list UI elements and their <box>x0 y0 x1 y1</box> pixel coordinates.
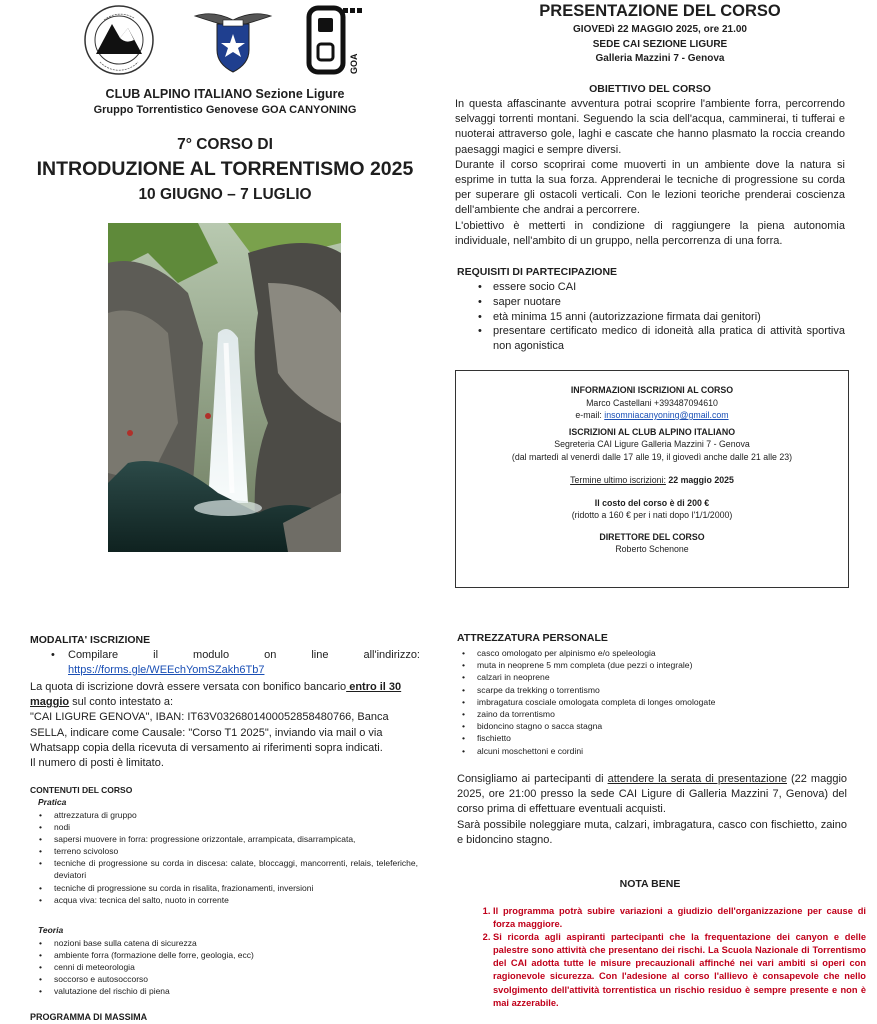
list-item: • zaino da torrentismo <box>459 708 849 720</box>
info-heading: INFORMAZIONI ISCRIZIONI AL CORSO <box>570 385 734 395</box>
bank-details: "CAI LIGURE GENOVA", IBAN: IT63V0326801400052858480766, Banca SELLA, indicare come Causale: "Corso T1 2025", inviando via mail o via Whatsapp copia della ricevuta di versamento ai riferimenti sopra indicati. <box>30 711 389 754</box>
info-box <box>455 370 849 588</box>
list-item: • età minima 15 anni (autorizzazione firmata dai genitori) <box>475 310 845 325</box>
goa-logo-text: GOA <box>349 53 359 74</box>
list-item: • essere socio CAI <box>475 280 845 295</box>
list-item: • valutazione del rischio di piena <box>36 985 418 997</box>
cai-heading: ISCRIZIONI AL CLUB ALPINO ITALIANO <box>568 426 736 437</box>
course-dates: 10 GIUGNO – 7 LUGLIO <box>138 186 312 203</box>
equipment-list <box>459 647 849 757</box>
practice-label: Pratica <box>38 797 67 807</box>
scuola-torrentismo-logo <box>82 4 156 76</box>
requirements-list <box>475 280 845 354</box>
advice-underlined: attendere la serata di presentazione <box>607 773 787 785</box>
list-item: • bidoncino stagno o sacca stagna <box>459 720 849 732</box>
goa-canyoning-logo <box>305 4 367 76</box>
list-item: • scarpe da trekking o torrentismo <box>459 684 849 696</box>
list-item: • muta in neoprene 5 mm completa (due pezzi o integrale) <box>459 659 849 671</box>
practice-list <box>36 809 418 906</box>
enrollment-bullet: • Compilare il modulo on line all'indirizzo: https://forms.gle/WEEchYomSZakh6Tb7 <box>51 649 420 676</box>
list-item: • presentare certificato medico di idoneità alla pratica di attività sportiva non agonistica <box>475 324 845 354</box>
note-item: 1. Il programma potrà subire variazioni a giudizio dell'organizzazione per cause di forza maggiore. <box>493 905 866 931</box>
objective-paragraph-3: L'obiettivo è metterti in condizione di raggiungere la piena autonomia individuale, nell'ambito di un gruppo, nella percorrenza di una forra. <box>455 219 845 247</box>
course-cost-reduced: (ridotto a 160 € per i nati dopo l'1/1/2000) <box>571 510 733 520</box>
list-item: • alcuni moschettoni e cordini <box>459 745 849 757</box>
email-link[interactable]: insomniacanyoning@gmail.com <box>604 410 729 420</box>
club-title: CLUB ALPINO ITALIANO Sezione Ligure <box>105 87 345 101</box>
cai-hours: (dal martedì al venerdì dalle 17 alle 19, il giovedì anche dalle 21 alle 23) <box>511 451 793 462</box>
deadline-date: 22 maggio 2025 <box>665 475 734 485</box>
payment-info <box>30 680 422 710</box>
list-item: • terreno scivoloso <box>36 845 418 857</box>
presentation-title: PRESENTAZIONE DEL CORSO <box>539 2 781 20</box>
list-item: • cenni di meteorologia <box>36 961 418 973</box>
note-item: 2. Si ricorda agli aspiranti partecipanti che la frequentazione dei canyon e delle palestre sono attività che presentano dei rischi. La Scuola Nazionale di Torrentismo del CAI adotta tutte le misure precauzionali affinché nei vari ambiti si operi con ragionevole sicurezza. Con l'adesione al corso l'allievo è consapevole che nello svolgimento dell'attività torrentistica un rischio residuo è sempre presente e non è mai azzerabile. <box>493 931 866 1010</box>
cai-logo <box>193 6 273 74</box>
payment-text-end: sul conto intestato a: <box>69 696 174 709</box>
list-item: • sapersi muovere in forra: progressione orizzontale, arrampicata, disarrampicata, <box>36 833 418 845</box>
course-title: INTRODUZIONE AL TORRENTISMO 2025 <box>36 158 414 180</box>
objective-paragraph-2: Durante il corso scoprirai come muoverti in un ambiente dove la natura si esprime in tutta la sua forza. Apprenderai le tecniche di progressione su corda per superare gli ostacoli verticali. Con le lezioni teoriche prenderai coscienza dell'ambiente che andrai a percorrere. <box>455 158 845 217</box>
objective-text <box>455 97 845 249</box>
objective-paragraph-1: In questa affascinante avventura potrai scoprire l'ambiente forra, percorrendo selvaggi torrenti montani. Seguendo la scia dell'acqua, camminerai, ti tufferai e nuoterai attraverso gole, laghi e cascate che hanno plasmato la roccia creando paesaggi magici e sempre diversi. <box>455 98 845 156</box>
places-limited: Il numero di posti è limitato. <box>30 757 164 770</box>
equipment-advice <box>457 772 847 848</box>
contents-heading: CONTENUTI DEL CORSO <box>30 785 133 795</box>
advice-text-end: (22 maggio 2025, ore 21:00 presso la sede CAI Ligure di Galleria Mazzini 7, Genova) del corso prima di effettuare eventuali acquisti. <box>457 773 848 816</box>
list-item: • tecniche di progressione su corda in discesa: calate, bloccaggi, mancorrenti, relais, teleferiche, deviatori <box>36 857 418 881</box>
enrollment-bullet-text: Compilare il modulo on line all'indirizzo: <box>68 649 420 661</box>
payment-deadline: entro il 30 maggio <box>30 681 402 709</box>
course-number: 7° CORSO DI <box>177 136 273 153</box>
list-item: • soccorso e autosoccorso <box>36 973 418 985</box>
program-heading: PROGRAMMA DI MASSIMA <box>30 1012 148 1022</box>
director-heading: DIRETTORE DEL CORSO <box>599 531 705 542</box>
list-item: • imbragatura cosciale omologata completa di longes omologate <box>459 696 849 708</box>
deadline-line <box>456 474 848 487</box>
presentation-address: Galleria Mazzini 7 - Genova <box>595 53 725 64</box>
group-title: Gruppo Torrentistico Genovese GOA CANYONING <box>93 104 357 116</box>
presentation-place: SEDE CAI SEZIONE LIGURE <box>592 39 728 50</box>
cai-office: Segreteria CAI Ligure Galleria Mazzini 7 - Genova <box>554 439 750 449</box>
info-contact: Marco Castellani +393487094610 <box>586 397 718 408</box>
notes-list <box>475 905 866 1010</box>
objective-heading: OBIETTIVO DEL CORSO <box>589 83 711 95</box>
list-item: • ambiente forra (formazione delle forre, geologia, ecc) <box>36 949 418 961</box>
email-label: e-mail: <box>575 410 605 420</box>
list-item: • tecniche di progressione su corda in risalita, frazionamenti, inversioni <box>36 882 418 894</box>
theory-list <box>36 937 418 997</box>
enrollment-text <box>30 680 422 771</box>
payment-text: La quota di iscrizione dovrà essere versata con bonifico bancario <box>30 681 347 693</box>
list-item: • fischietto <box>459 732 849 744</box>
form-link[interactable]: https://forms.gle/WEEchYomSZakh6Tb7 <box>68 664 265 676</box>
advice-paragraph <box>457 772 847 818</box>
presentation-date: GIOVEDì 22 MAGGIO 2025, ore 21.00 <box>573 24 747 35</box>
info-email-line <box>456 409 848 422</box>
advice-text: Consigliamo ai partecipanti di <box>457 773 608 785</box>
list-item: • saper nuotare <box>475 295 845 310</box>
director-name: Roberto Schenone <box>615 544 689 554</box>
canyon-waterfall-photo <box>108 223 341 552</box>
list-item: • attrezzatura di gruppo <box>36 809 418 821</box>
requirements-heading: REQUISITI DI PARTECIPAZIONE <box>457 266 618 278</box>
rental-info: Sarà possibile noleggiare muta, calzari, imbragatura, casco con fischietto, zaino e bidoncino stagno. <box>457 818 847 846</box>
list-item: • acqua viva: tecnica del salto, nuoto in corrente <box>36 894 418 906</box>
list-item: • calzari in neoprene <box>459 671 849 683</box>
equipment-heading: ATTREZZATURA PERSONALE <box>457 632 608 644</box>
list-item: • casco omologato per alpinismo e/o speleologia <box>459 647 849 659</box>
enrollment-heading: MODALITA' ISCRIZIONE <box>30 634 151 646</box>
deadline-label: Termine ultimo iscrizioni: <box>570 475 666 485</box>
list-item: • nodi <box>36 821 418 833</box>
list-item: • nozioni base sulla catena di sicurezza <box>36 937 418 949</box>
course-cost: Il costo del corso è di 200 € <box>594 497 710 508</box>
theory-label: Teoria <box>38 925 64 935</box>
notes-heading: NOTA BENE <box>619 878 681 890</box>
